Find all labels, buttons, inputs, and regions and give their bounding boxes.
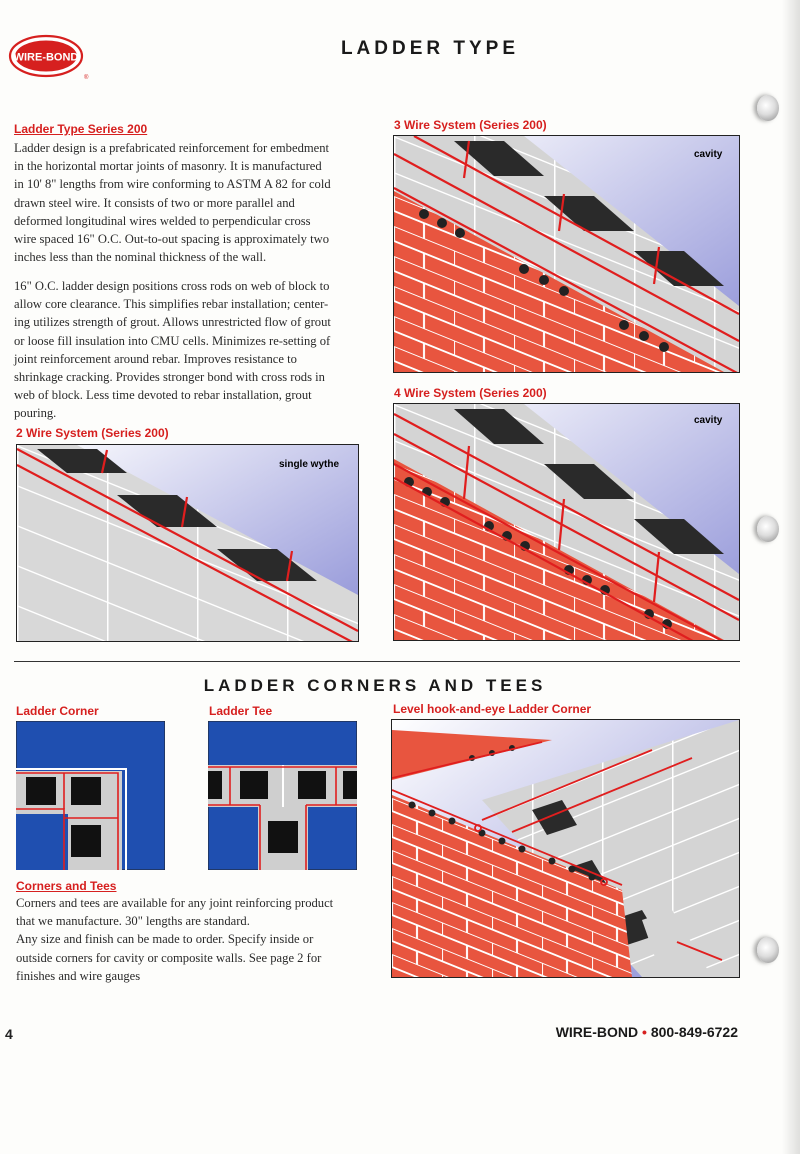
binder-hole-icon: [757, 937, 779, 963]
footer-contact: [556, 1024, 738, 1040]
text-line: 16" O.C. ladder design positions cross rods on web of block to: [14, 279, 330, 293]
corners-heading: Corners and Tees: [16, 879, 117, 893]
text-line: drawn steel wire. It consists of two or more parallel and: [14, 195, 295, 210]
three-wire-caption: 3 Wire System (Series 200): [394, 118, 547, 132]
text-line: pouring.: [14, 406, 57, 421]
text-line: Any size and finish can be made to order. Specify inside or: [16, 932, 314, 947]
text-line: deformed longitudinal wires welded to perpendicular cross: [14, 213, 311, 228]
corners-text: [16, 894, 386, 985]
text-line: in 10' 8" lengths from wire conforming to ASTM A 82 for cold: [14, 177, 331, 192]
hook-eye-illustration: [391, 719, 740, 978]
text-line: joint reinforcement around rebar. Improves resistance to: [14, 351, 297, 366]
three-wire-label: cavity: [694, 149, 723, 160]
text-line: Ladder design is a prefabricated reinforcement for embedment: [14, 141, 330, 155]
text-line: Corners and tees are available for any joint reinforcing product: [16, 896, 334, 910]
text-line: inches less than the nominal thickness of the wall.: [14, 250, 267, 265]
four-wire-label: cavity: [694, 415, 723, 426]
footer-bullet: •: [642, 1024, 647, 1040]
text-line: wire spaced 16" O.C. Out-to-out spacing is approximately two: [14, 232, 330, 247]
text-line: web of block. Less time devoted to rebar installation, grout: [14, 388, 312, 403]
binder-hole-icon: [757, 516, 779, 542]
two-wire-illustration: [16, 444, 359, 642]
ladder-tee-caption: Ladder Tee: [209, 704, 273, 718]
ladder-corner-caption: Ladder Corner: [16, 704, 99, 718]
text-line: outside corners for cavity or composite walls. See page 2 for: [16, 950, 322, 965]
page-title: LADDER TYPE: [340, 38, 520, 59]
binder-hole-icon: [757, 95, 779, 121]
logo-text: WIRE-BOND: [13, 51, 79, 64]
footer-brand: WIRE-BOND: [555, 1024, 639, 1040]
intro-paragraph-1: [14, 139, 374, 266]
text-line: shrinkage cracking. Provides stronger bond with cross rods in: [14, 370, 325, 385]
three-wire-illustration: [393, 135, 740, 373]
two-wire-caption: 2 Wire System (Series 200): [16, 426, 169, 440]
intro-paragraph-2: [14, 277, 374, 423]
page-edge-shadow: [782, 0, 800, 1154]
four-wire-caption: 4 Wire System (Series 200): [394, 386, 547, 400]
text-line: ing utilizes strength of grout. Allows unrestricted flow of grout: [14, 315, 331, 330]
footer-phone: 800-849-6722: [650, 1024, 738, 1040]
text-line: allow core clearance. This simplifies rebar installation; center-: [14, 297, 329, 312]
text-line: that we manufacture. 30" lengths are standard.: [16, 914, 250, 929]
intro-heading: Ladder Type Series 200: [14, 122, 148, 136]
text-line: in the horizontal mortar joints of masonry. It is manufactured: [14, 159, 322, 174]
four-wire-illustration: [393, 403, 740, 641]
text-line: or loose fill insulation into CMU cells. Minimizes re-setting of: [14, 333, 331, 348]
two-wire-label: single wythe: [279, 459, 340, 470]
ladder-tee-illustration: [208, 721, 357, 870]
page-number: 4: [5, 1026, 13, 1042]
ladder-corner-illustration: [16, 721, 165, 870]
text-line: finishes and wire gauges: [16, 968, 141, 983]
corners-section-title: LADDER CORNERS AND TEES: [203, 676, 547, 695]
section-divider: [14, 661, 740, 662]
registered-mark: ®: [84, 75, 89, 81]
hook-eye-caption: Level hook-and-eye Ladder Corner: [393, 702, 592, 716]
